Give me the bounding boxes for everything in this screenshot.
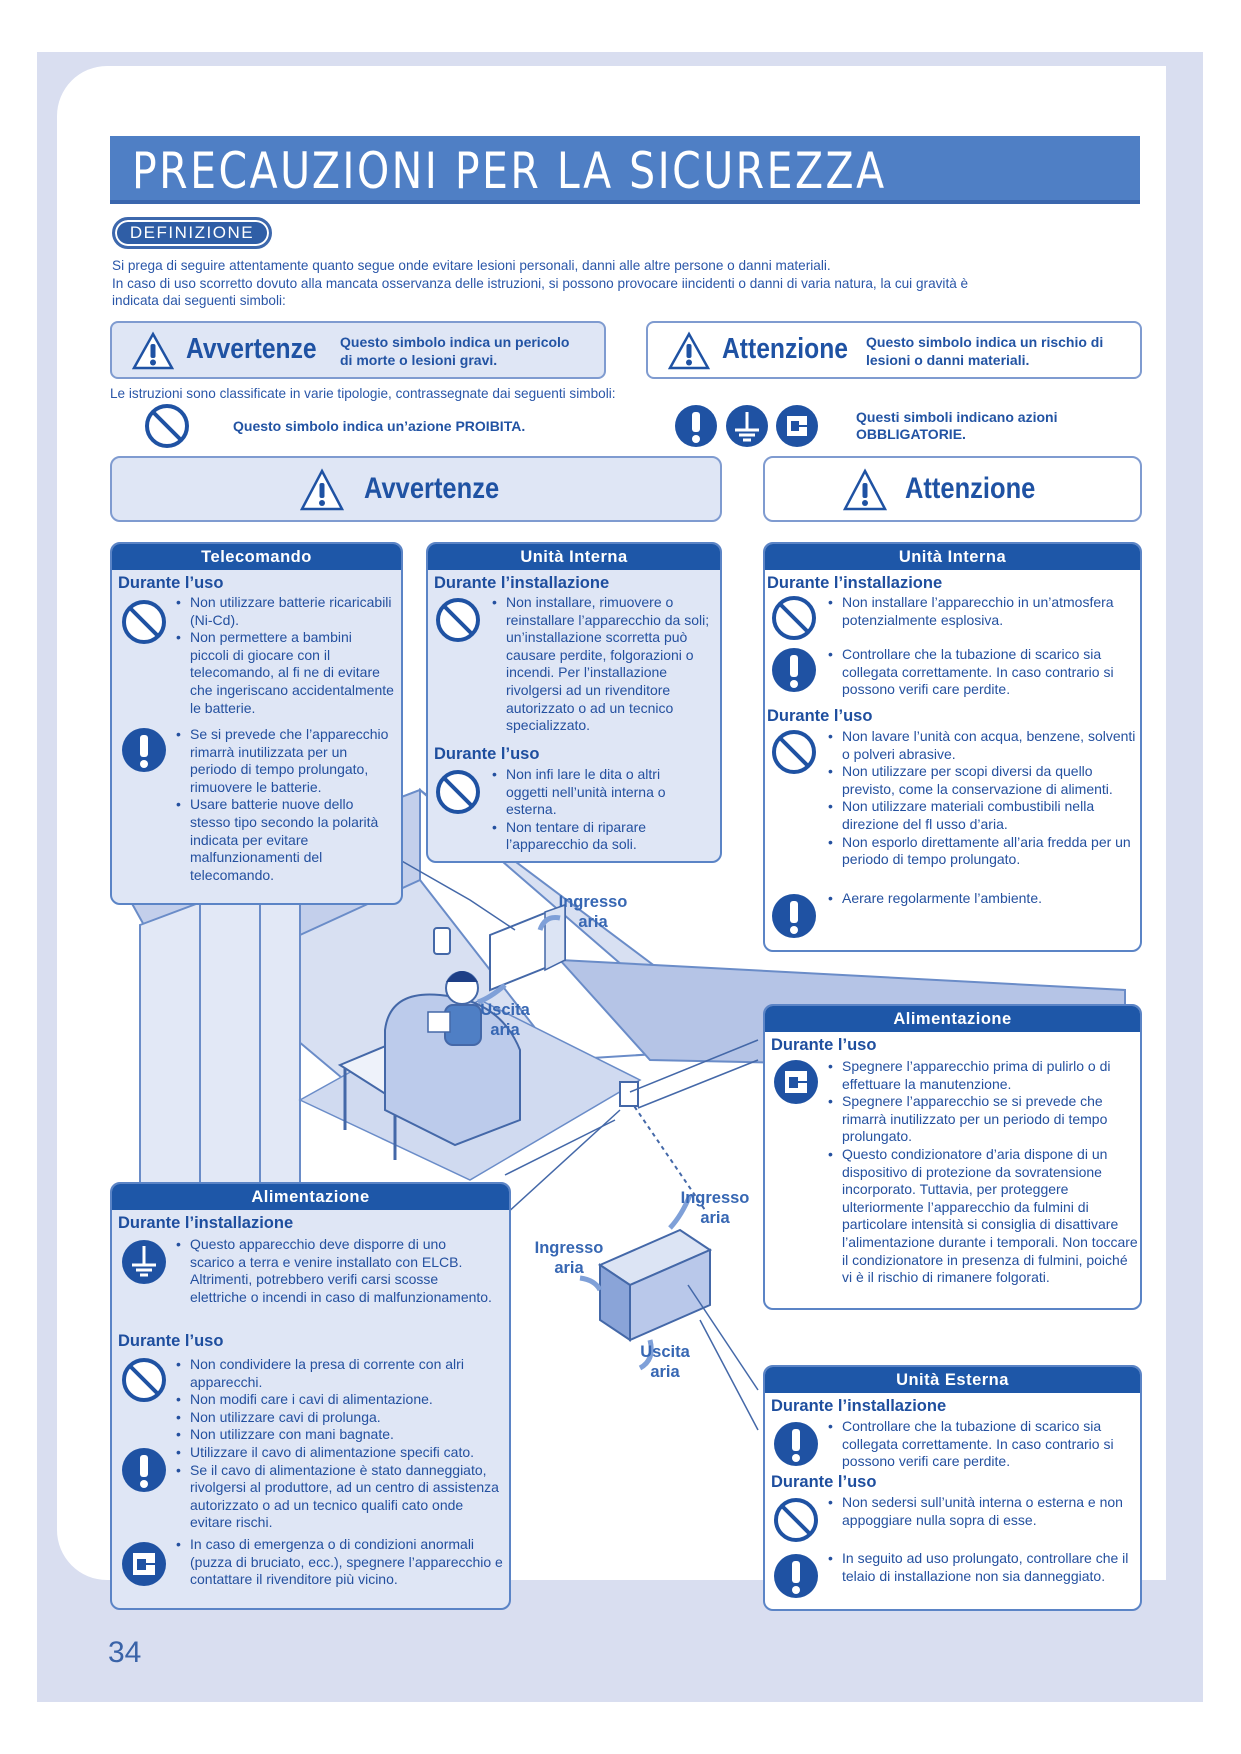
list-item: • Questo condizionatore d’aria dispone di un dispositivo di protezione da sovratensione incorporato. Tuttavia, per proteggere ulteriormente l’apparecchio da fulmini di particolare intensità si consiglia di disattivare l’alimentazione durante i temporali. Non toccare il condizionatore in presenza di fulmini, poiché vi è il rischio di rimanere folgorati. [826,1146,1138,1287]
indoor-caution-list-4 [826,890,1136,908]
prohibited-icon [772,1496,820,1544]
prohibited-icon [770,728,818,776]
list-item: • Non esporlo direttamente all’aria fredda per un periodo di tempo prolungato. [826,834,1136,869]
list-item: • Controllare che la tubazione di scarico sia collegata correttamente. In caso contrario si possono verifi care perdite. [826,1418,1138,1471]
unplug-icon [772,1058,820,1106]
list-item: • Se si prevede che l’apparecchio rimarrà inutilizzata per un periodo di tempo prolungato, rimuovere le batterie. [174,726,394,796]
caution-label: Attenzione [722,333,848,365]
list-item: • Non infi lare le dita o altri oggetti nell’unità interna o esterna. [490,766,700,819]
caution-definition-box [646,321,1142,379]
label-line: aria [578,913,608,931]
warning-label: Avvertenze [186,333,317,365]
desc-line: di morte o lesioni gravi. [340,352,498,368]
title-bar [110,136,1140,204]
list-item: • Spegnere l’apparecchio se si prevede che rimarrà inutilizzato per un periodo di tempo prolungato. [826,1093,1138,1146]
label-line: aria [650,1363,680,1381]
prohibited-icon [770,594,818,642]
label-line: Ingresso [534,1239,604,1257]
list-item: • Controllare che la tubazione di scarico sia collegata correttamente. In caso contrario si possono verifi care perdite. [826,646,1136,699]
air-outlet-label [470,1000,540,1040]
definition-badge: DEFINIZIONE [112,217,272,249]
caution-triangle-icon [668,331,710,371]
indoor-caution-install-subheading: Durante l’installazione [767,574,943,592]
card-title: Alimentazione [112,1184,509,1210]
list-item: • In caso di emergenza o di condizioni anormali (puzza di bruciato, ecc.), spegnere l’apparecchio e contattare il rivenditore più vicino. [174,1536,504,1589]
power-caution-subheading: Durante l’uso [771,1036,877,1054]
intro-line: indicata dai seguenti simboli: [112,293,286,308]
list-item: • Utilizzare il cavo di alimentazione specifi cato. [174,1444,509,1462]
list-item: • Non condividere la presa di corrente con alri apparecchi. [174,1356,504,1391]
outdoor-install-list [826,1418,1138,1471]
indoor-install-list [490,594,720,735]
warning-section-header [110,456,722,522]
list-item: • Questo apparecchio deve disporre di uno scarico a terra e venire installato con ELCB. Altrimenti, potrebbero verifi carsi scosse elettriche o incendi in caso di malfunzionamento. [174,1236,494,1306]
label-line: aria [554,1259,584,1277]
prohibited-icon [434,596,482,644]
prohibited-icon [434,768,482,816]
unplug-icon [120,1540,168,1588]
list-item: • Non lavare l’unità con acqua, benzene, solventi o polveri abrasive. [826,728,1136,763]
card-title: Telecomando [112,544,401,570]
label-line: Uscita [640,1343,690,1361]
warning-description [340,333,569,369]
outdoor-prohibited-list [826,1494,1138,1529]
indoor-caution-list-1 [826,594,1136,629]
list-item: • Spegnere l’apparecchio prima di pulirlo o di effettuare la manutenzione. [826,1058,1138,1093]
indoor-caution-use-subheading: Durante l’uso [767,707,873,725]
outdoor-use-subheading: Durante l’uso [771,1473,877,1491]
page-title: PRECAUZIONI PER LA SICUREZZA [132,142,887,200]
label-line: Uscita [480,1001,530,1019]
power-mandatory-list [174,1444,509,1532]
intro-text [112,257,1142,310]
mandatory-icon [770,892,818,940]
mandatory-note [856,409,1057,443]
mandatory-icon [772,1420,820,1468]
mandatory-icon [770,646,818,694]
prohibited-note: Questo simbolo indica un’azione PROIBITA. [233,418,526,434]
note-line: Questi simboli indicano azioni [856,409,1058,425]
outdoor-install-subheading: Durante l’installazione [771,1397,947,1415]
remote-subheading: Durante l’uso [118,574,224,592]
caution-description [866,333,1103,369]
mandatory-icon [120,726,168,774]
air-outlet-label [630,1342,700,1382]
list-item: • Non utilizzare con mani bagnate. [174,1426,504,1444]
caution-header-label: Attenzione [905,472,1036,505]
remote-mandatory-list [174,726,394,884]
power-install-list [174,1236,494,1306]
list-item: • Se il cavo di alimentazione è stato danneggiato, rivolgersi al produttore, ad un centro di assistenza autorizzato o ad un tecnico qualifi cato onde evitare rischi. [174,1462,509,1532]
label-line: Ingresso [680,1189,750,1207]
caution-triangle-icon [843,468,887,512]
list-item: • Aerare regolarmente l’ambiente. [826,890,1136,908]
power-prohibited-list [174,1356,504,1444]
classification-text: Le istruzioni sono classificate in varie tipologie, contrassegnate dai seguenti simboli: [110,386,616,401]
list-item: • Non permettere a bambini piccoli di giocare con il telecomando, al fi ne di evitare che ingeriscano accidentalmente le batterie. [174,629,394,717]
prohibited-icon [143,402,191,450]
label-line: aria [490,1021,520,1039]
warning-definition-box [110,321,606,379]
mandatory-icon [772,1552,820,1600]
card-title: Unità Interna [765,544,1140,570]
list-item: • Non utilizzare cavi di prolunga. [174,1409,504,1427]
power-caution-list [826,1058,1138,1287]
desc-line: Questo simbolo indica un pericolo [340,334,570,350]
intro-line: In caso di uso scorretto dovuto alla mancata osservanza delle istruzioni, si possono provocare iincidenti o danni di varia natura, la cui gravità è [112,275,969,291]
indoor-caution-list-2 [826,646,1136,699]
prohibited-icon [120,1356,168,1404]
air-intake-label [548,892,638,932]
list-item: • Non sedersi sull’unità interna o esterna e non appoggiare nulla sopra di esse. [826,1494,1138,1529]
mandatory-icon [120,1446,168,1494]
power-install-subheading: Durante l’installazione [118,1214,294,1232]
caution-section-header [763,456,1142,522]
note-line: OBBLIGATORIE. [856,426,966,442]
label-line: Ingresso [558,893,628,911]
indoor-install-subheading: Durante l’installazione [434,574,610,592]
list-item: • Non installare l’apparecchio in un’atmosfera potenzialmente esplosiva. [826,594,1136,629]
indoor-use-subheading: Durante l’uso [434,745,540,763]
label-line: aria [700,1209,730,1227]
page-number: 34 [108,1636,142,1669]
prohibited-icon [120,598,168,646]
card-title: Unità Interna [428,544,720,570]
card-title: Unità Esterna [765,1367,1140,1393]
outdoor-mandatory-list [826,1550,1138,1585]
warning-header-label: Avvertenze [364,472,500,505]
power-emergency-list [174,1536,504,1589]
remote-prohibited-list [174,594,394,717]
list-item: • Non tentare di riparare l’apparecchio da soli. [490,819,700,854]
indoor-caution-list-3 [826,728,1136,869]
list-item: • Usare batterie nuove dello stesso tipo secondo la polarità indicata per evitare malfunzionamenti del telecomando. [174,796,394,884]
list-item: • Non utilizzare batterie ricaricabili (Ni-Cd). [174,594,394,629]
warning-triangle-icon [132,331,174,371]
card-title: Alimentazione [765,1006,1140,1032]
list-item: • Non utilizzare per scopi diversi da quello previsto, come la conservazione di alimenti. [826,763,1136,798]
list-item: • Non modifi care i cavi di alimentazione. [174,1391,504,1409]
outdoor-unit [600,1230,710,1340]
intro-line: Si prega di seguire attentamente quanto segue onde evitare lesioni personali, danni alle altre persone o danni materiali. [112,258,831,273]
ground-icon [120,1238,168,1286]
air-intake-label [670,1188,760,1228]
list-item: • In seguito ad uso prolungato, controllare che il telaio di installazione non sia danneggiato. [826,1550,1138,1585]
list-item: • Non installare, rimuovere o reinstallare l’apparecchio da soli; un’installazione scorretta può causare perdite, folgorazioni o incendi. Per l’installazione rivolgersi ad un rivenditore autorizzato o ad un tecnico specializzato. [490,594,720,735]
air-intake-label [524,1238,614,1278]
desc-line: Questo simbolo indica un rischio di [866,334,1104,350]
power-use-subheading: Durante l’uso [118,1332,224,1350]
indoor-use-list [490,766,700,854]
unplug-icon [774,402,820,450]
desc-line: lesioni o danni materiali. [866,352,1030,368]
mandatory-icon [673,402,719,450]
warning-triangle-icon [300,468,344,512]
list-item: • Non utilizzare materiali combustibili nella direzione del fl usso d’aria. [826,798,1136,833]
ground-icon [724,402,770,450]
